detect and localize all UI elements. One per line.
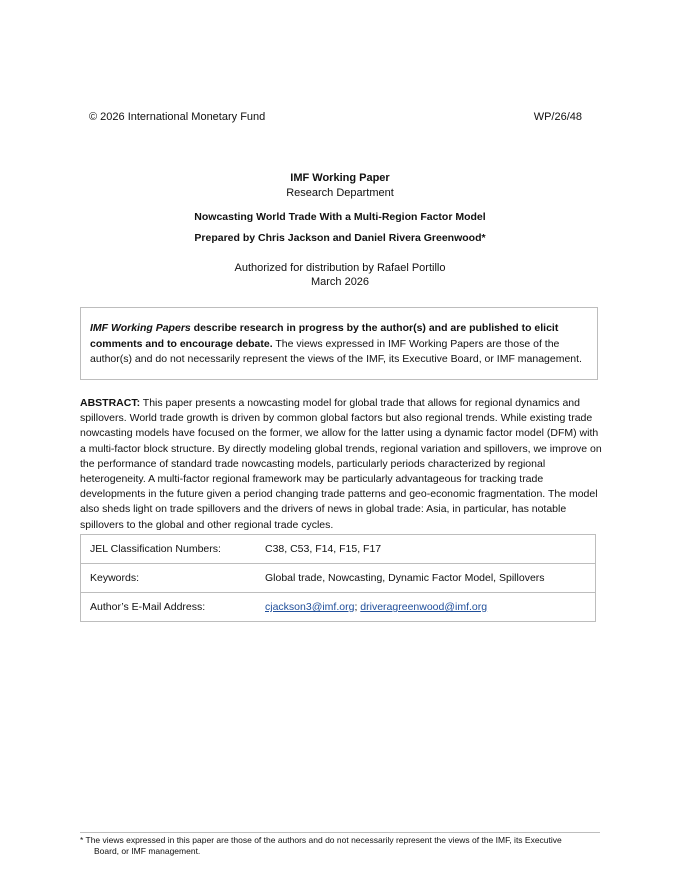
- abstract-label: ABSTRACT:: [80, 397, 141, 409]
- classification-table: [80, 534, 596, 622]
- footnote-divider: [80, 832, 600, 833]
- working-paper-number: WP/26/48: [533, 111, 582, 123]
- email-value: [256, 593, 596, 622]
- disclaimer-bold-text: describe research in progress by the author(s) and are published to elicit comments and to encourage debate.: [90, 322, 559, 350]
- email-separator: ;: [354, 601, 361, 613]
- footnote: [80, 835, 600, 857]
- keywords-label: Keywords:: [81, 564, 257, 593]
- footnote-line-2: Board, or IMF management.: [94, 846, 201, 856]
- email-label: Author’s E-Mail Address:: [81, 593, 257, 622]
- authorized-by: Authorized for distribution by Rafael Portillo: [234, 262, 446, 274]
- copyright-notice: © 2026 International Monetary Fund: [89, 111, 266, 123]
- table-row: [81, 593, 596, 622]
- jel-value: C38, C53, F14, F15, F17: [256, 535, 596, 564]
- jel-label: JEL Classification Numbers:: [81, 535, 257, 564]
- authors-line: Prepared by Chris Jackson and Daniel Rivera Greenwood*: [194, 232, 486, 244]
- disclaimer-plain-text: The views expressed in IMF Working Papers are those of the author(s) and do not necessarily represent the views of the IMF, its Executive Board, or IMF management.: [90, 337, 582, 365]
- publication-date: March 2026: [310, 276, 370, 288]
- disclaimer-box: [80, 307, 598, 380]
- abstract-text: This paper presents a nowcasting model for global trade that allows for regional dynamics and spillovers. World trade growth is driven by common global factors but also regional trends. While existing trade nowcasting models have focused on the former, we allow for the latter using a dynamic factor model (DFM) with a multi-factor block structure. By directly modeling global trends, regional variation and spillovers, we improve on the performance of standard trade nowcasting models, particularly periods characterized by regional heterogeneity. A multi-factor regional framework may be particularly advantageous for tracking trade developments in the future given a period changing trade patterns and geo-economic fragmentation. The model also sheds light on trade spillovers and the drivers of news in global trade: Asia, in particular, has notable spillovers to the global and other regional trade cycles.: [80, 397, 602, 531]
- paper-title: Nowcasting World Trade With a Multi-Region Factor Model: [194, 211, 486, 223]
- email-link-jackson[interactable]: cjackson3@imf.org: [265, 601, 355, 613]
- table-row: [81, 564, 596, 593]
- abstract: [80, 396, 602, 533]
- footnote-line-1: * The views expressed in this paper are those of the authors and do not necessarily represent the views of the IMF, its Executive: [80, 835, 562, 845]
- email-link-greenwood[interactable]: driveragreenwood@imf.org: [360, 601, 488, 613]
- table-row: [81, 535, 596, 564]
- disclaimer-lead: IMF Working Papers: [90, 322, 191, 334]
- series-title: IMF Working Paper: [290, 172, 390, 184]
- keywords-value: Global trade, Nowcasting, Dynamic Factor Model, Spillovers: [256, 564, 596, 593]
- department: Research Department: [286, 187, 394, 199]
